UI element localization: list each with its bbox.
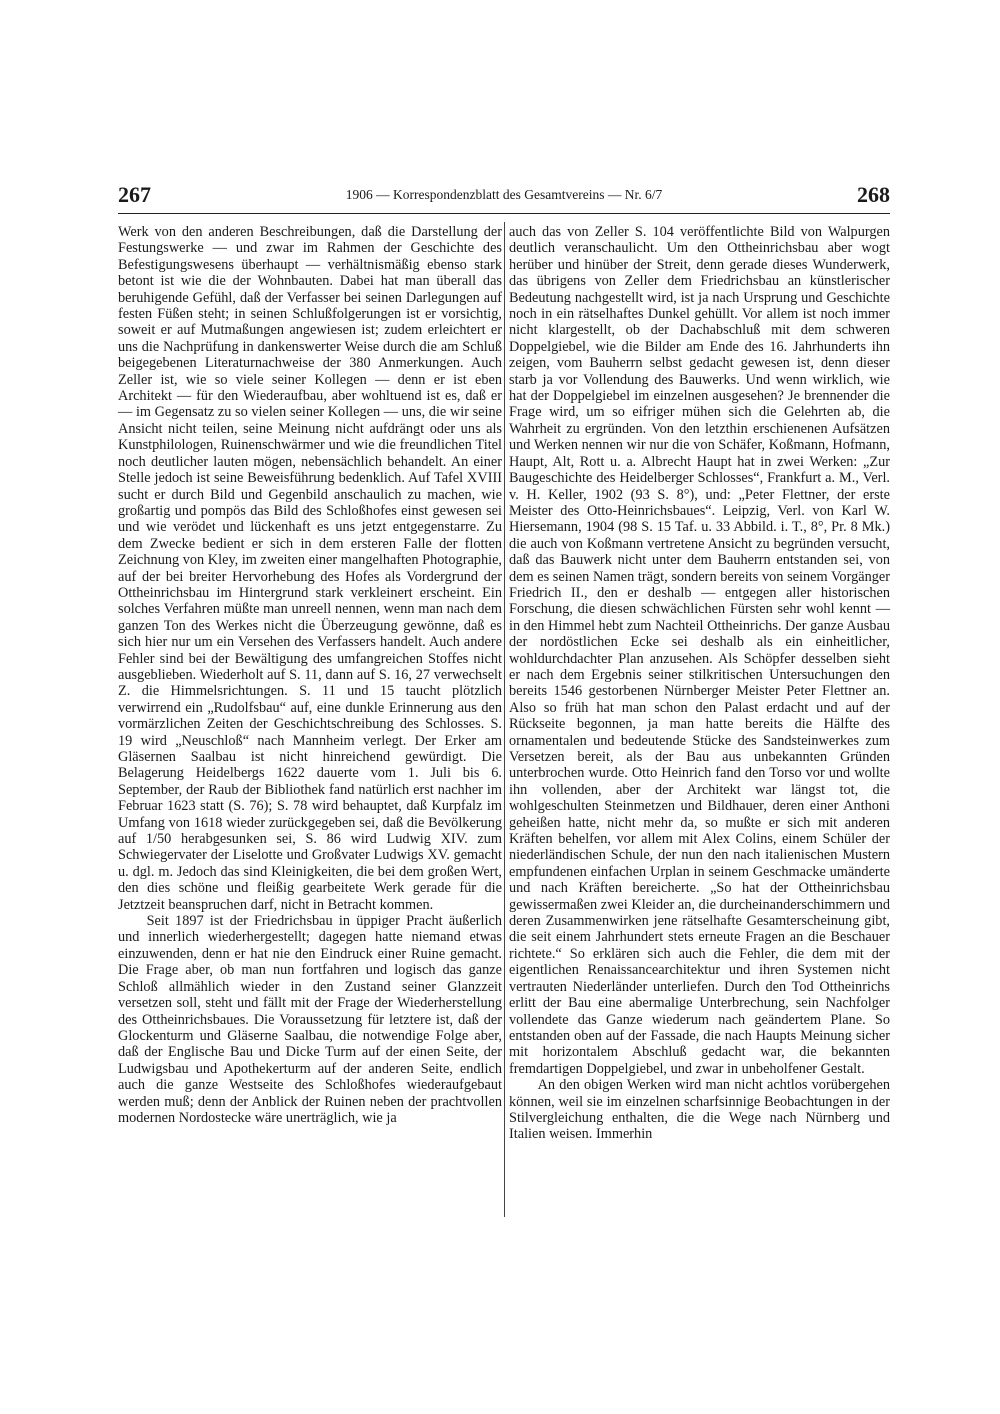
running-title: 1906 — Korrespondenzblatt des Gesamtvereins — Nr. 6/7 <box>345 187 663 202</box>
column-divider <box>504 222 505 1217</box>
page-number-right: 268 <box>857 182 890 207</box>
paragraph: Werk von den anderen Beschreibungen, daß die Darstellung der Festungswerke — und zwar im Rahmen der Geschichte des Befestigungswesens überhaupt — verhältnismäßig ebenso stark betont ist wie die der Wohnbauten. Dabei hat man überall das beruhigende Gefühl, daß der Verfasser bei seinen Darlegungen auf festen Füßen steht; in seinen Schlußfolgerungen ist er vorsichtig, soweit er auf Mutmaßungen angewiesen ist; zudem erleichtert er uns die Nachprüfung in dankenswerter Weise durch die am Schluß beigegebenen Literaturnachweise der 380 Anmerkungen. Auch Zeller ist, wie so viele seiner Kollegen — denn er ist eben Architekt — für den Wiederaufbau, aber wohltuend ist es, daß er — im Gegensatz zu so vielen seiner Kollegen — uns, die wir seine Ansicht nicht teilen, seine Meinung nicht aufdrängt oder uns als Kunstphilologen, Ruinenschwärmer und wie die freundlichen Titel noch deutlicher lauten mögen, nebensächlich behandelt. An einer Stelle jedoch ist seine Beweisführung bedenklich. Auf Tafel XVIII sucht er durch Bild und Gegenbild anschaulich zu machen, wie großartig und pompös das Bild des Schloßhofes einst gewesen sei und wie verödet und lückenhaft es uns jetzt entgegenstarre. Zu dem Zwecke bedient er sich in dem ersteren Falle der flotten Zeichnung von Kley, im zweiten einer mangelhaften Photographie, auf der bei breiter Hervorhebung des Hofes als Vordergrund der Ottheinrichsbau im Hintergrund stark verkleinert erscheint. Ein solches Verfahren müßte man unreell nennen, wenn man nach dem ganzen Ton des Werkes nicht die Überzeugung gewönne, daß es sich hier nur um ein Versehen des Verfassers handelt. Auch andere Fehler sind bei der Bewältigung des umfangreichen Stoffes nicht ausgeblieben. Wiederholt auf S. 11, dann auf S. 16, 27 verwechselt Z. die Himmelsrichtungen. S. 11 und 15 taucht plötzlich verwirrend ein „Rudolfsbau“ auf, eine dunkle Erinnerung aus den vormärzlichen Zeiten der Geschichtschreibung des Schlosses. S. 19 wird „Neuschloß“ nach Mannheim verlegt. Der Erker am Gläsernen Saalbau ist nicht hinreichend gewürdigt. Die Belagerung Heidelbergs 1622 dauerte vom 1. Juli bis 6. September, der Raub der Bibliothek fand natürlich erst nachher im Februar 1623 statt (S. 76); S. 78 wird behauptet, daß Kurpfalz im Umfang von 1618 wieder zurückgegeben sei, daß die Bevölkerung auf 1/50 herabgesunken sei, S. 86 wird Ludwig XIV. zum Schwiegervater der Liselotte und Großvater Ludwigs XV. gemacht u. dgl. m. Jedoch das sind Kleinigkeiten, die bei dem großen Wert, den dies schöne und fleißig gearbeitete Werk gerade für die Jetztzeit beanspruchen darf, nicht in Betracht kommen. <box>118 224 502 913</box>
paragraph: An den obigen Werken wird man nicht achtlos vorübergehen können, weil sie im einzelnen scharfsinnige Beobachtungen in der Stilvergleichung enthalten, die die Wege nach Nürnberg und Italien weisen. Immerhin <box>509 1077 890 1143</box>
left-column <box>118 224 502 1126</box>
paragraph: Seit 1897 ist der Friedrichsbau in üppiger Pracht äußerlich und innerlich wiederhergestellt; dagegen hatte niemand etwas einzuwenden, denn er hat nie den Eindruck einer Ruine gemacht. Die Frage aber, ob man nun fortfahren und logisch das ganze Schloß allmählich wieder in den Zustand seiner Glanzzeit versetzen soll, steht und fällt mit der Frage der Wiederherstellung des Ottheinrichsbaues. Die Voraussetzung für letztere ist, daß der Glockenturm und Gläserne Saalbau, die notwendige Folge aber, daß der Englische Bau und Dicke Turm auf der einen Seite, der Ludwigsbau und Apothekerturm auf der anderen Seite, endlich auch die ganze Westseite des Schloßhofes wiederaufgebaut werden muß; denn der Anblick der Ruinen neben der prachtvollen modernen Nordostecke wäre unerträglich, wie ja <box>118 913 502 1126</box>
header-rule <box>118 213 890 214</box>
paragraph: auch das von Zeller S. 104 veröffentlichte Bild von Walpurgen deutlich veranschaulicht. Um den Ottheinrichsbau aber wogt herüber und hinüber der Streit, denn gerade dieses Wunderwerk, das übrigens von Zeller dem Friedrichsbau an künstlerischer Bedeutung nachgestellt wird, ist ja nach Ursprung und Geschichte noch in ein rätselhaftes Dunkel gehüllt. Vor allem ist noch immer nicht klargestellt, ob der Dachabschluß mit dem schweren Doppelgiebel, wie die Bilder am Ende des 16. Jahrhunderts ihn zeigen, vom Bauherrn selbst gedacht gewesen ist, denn dieser starb ja vor Vollendung des Bauwerks. Und wenn wirklich, wie hat der Doppelgiebel im einzelnen ausgesehen? Je brennender die Frage wird, um so eifriger mühen sich die Gelehrten ab, die Wahrheit zu ergründen. Von den letzthin erschienenen Aufsätzen und Werken nennen wir nur die von Schäfer, Koßmann, Hofmann, Haupt, Alt, Rott u. a. Albrecht Haupt hat in zwei Werken: „Zur Baugeschichte des Heidelberger Schlosses“, Frankfurt a. M., Verl. v. H. Keller, 1902 (93 S. 8°), und: „Peter Flettner, der erste Meister des Otto-Heinrichsbaues“. Leipzig, Verl. von Karl W. Hiersemann, 1904 (98 S. 15 Taf. u. 33 Abbild. i. T., 8°, Pr. 8 Mk.) die auch von Koßmann vertretene Ansicht zu begründen versucht, daß das Bauwerk nicht unter dem Bauherrn entstanden sei, von dem es seinen Namen trägt, sondern bereits von seinem Vorgänger Friedrich II., den er deshalb — entgegen aller historischen Forschung, die diesen schwächlichen Fürsten sehr wohl kennt — in den Himmel hebt zum Nachteil Ottheinrichs. Der ganze Ausbau der nordöstlichen Ecke sei deshalb als ein einheitlicher, wohldurchdachter Plan anzusehen. Als Schöpfer desselben sieht er nach dem Ergebnis seiner stilkritischen Untersuchungen den bereits 1546 gestorbenen Nürnberger Meister Peter Flettner an. Also so früh hat man schon den Palast erdacht und auf der Rückseite begonnen, ja man hatte bereits die Hälfte des ornamentalen und bedeutende Stücke des Sandsteinwerkes zum Versetzen bereit, als der Bau aus unbekannten Gründen unterbrochen wurde. Otto Heinrich fand den Torso vor und wollte ihn vollenden, aber der Architekt war längst tot, die wohlgeschulten Steinmetzen und Bildhauer, deren einer Anthoni geheißen hatte, nicht mehr da, so mußte er sich mit anderen Kräften behelfen, vor allem mit Alex Colins, einem Schüler der niederländischen Schule, der nun den nach italienischen Mustern empfundenen einfachen Urplan in seinem Geschmacke umänderte und nach Kräften bereicherte. „So hat der Ottheinrichsbau gewissermaßen zwei Kleider an, die durcheinanderschimmern und deren Zusammenwirken jene rätselhafte Gesamterscheinung gibt, die seit einem Jahrhundert stets erneute Fragen an die Beschauer richtete.“ So erklären sich auch die Fehler, die dem mit der eigentlichen Renaissancearchitektur und ihren Systemen nicht vertrauten Niederländer unterliefen. Durch den Tod Ottheinrichs erlitt der Bau eine abermalige Unterbrechung, sein Nachfolger vollendete das Ganze wiederum nach geändertem Plane. So entstanden oben auf der Fassade, die nach Haupts Meinung sicher mit horizontalem Abschluß gedacht war, die bekannten fremdartigen Doppelgiebel, und zwar in unbeholfener Gestalt. <box>509 224 890 1077</box>
page-header <box>118 181 890 211</box>
right-column <box>509 224 890 1143</box>
page-number-left: 267 <box>118 182 151 207</box>
